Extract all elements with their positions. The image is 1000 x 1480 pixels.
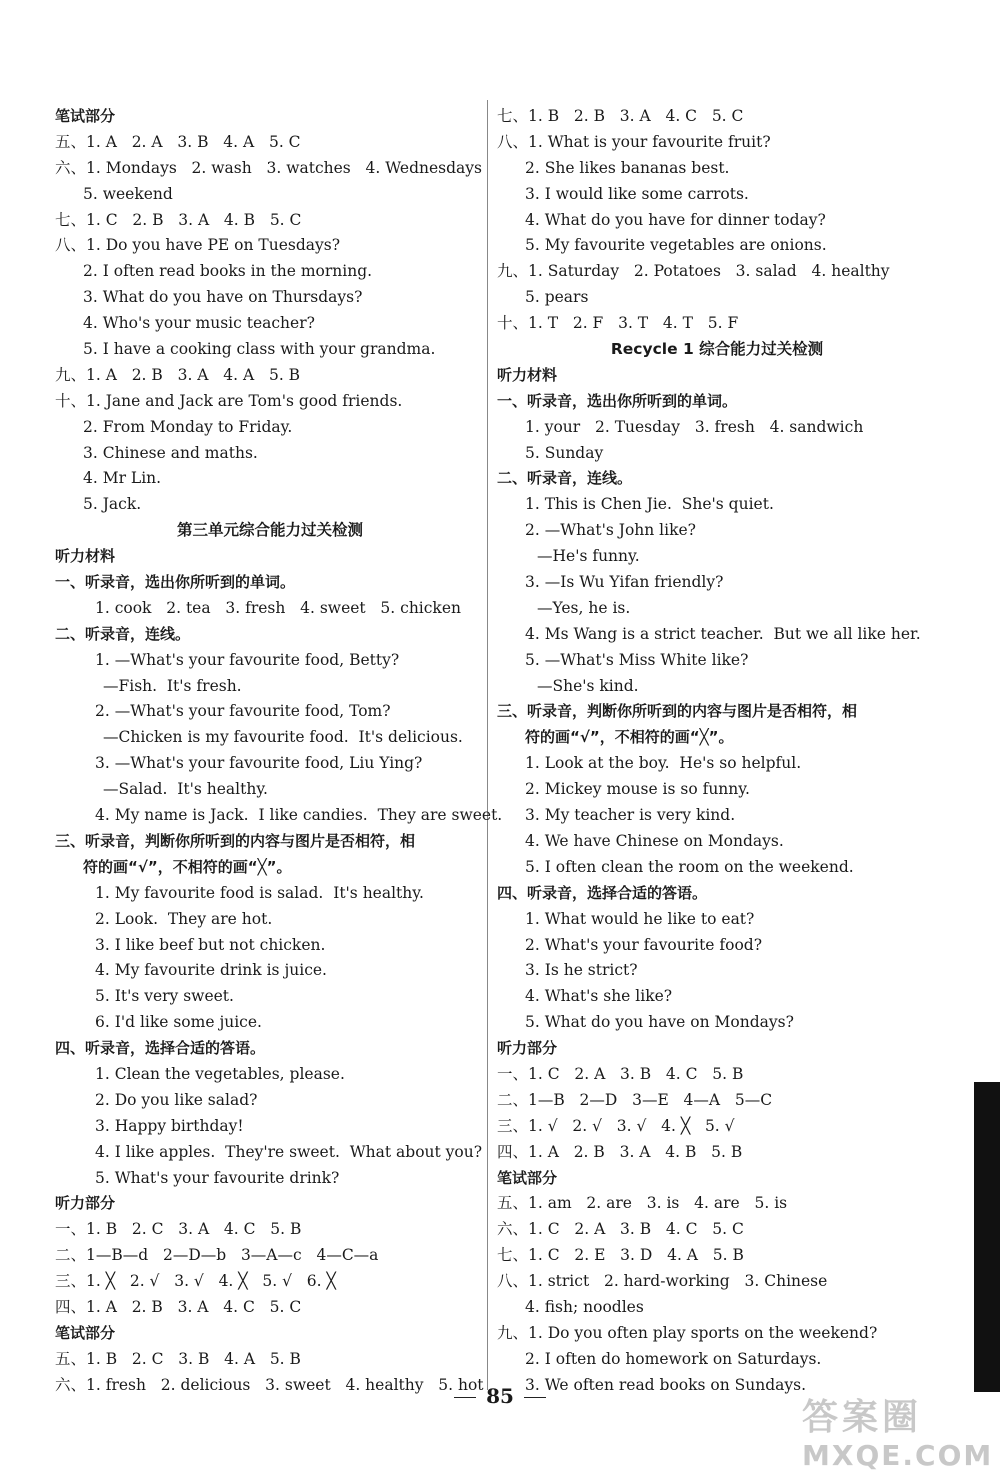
column-divider [487,100,488,1390]
answer-line: 1. cook 2. tea 3. fresh 4. sweet 5. chicken [95,598,461,617]
answer-line: 2. Look. They are hot. [95,909,273,928]
section-heading: 符的画“√”，不相符的画“╳”。 [83,857,292,876]
answer-line: 八、1. Do you have PE on Tuesdays? [55,236,341,255]
answer-line: 七、1. C 2. B 3. A 4. B 5. C [55,210,302,229]
answer-line: 3. —What's your favourite food, Liu Ying? [95,754,423,773]
answer-line: 二、1—B 2—D 3—E 4—A 5—C [497,1090,773,1109]
answer-line: 八、1. What is your favourite fruit? [497,132,771,151]
answer-line: 九、1. Do you often play sports on the weekend? [497,1323,878,1342]
answer-line: 5. What do you have on Mondays? [525,1013,794,1032]
answer-line: —Yes, he is. [537,598,631,617]
answer-line: 4. My name is Jack. I like candies. They are sweet. [95,806,503,825]
section-heading: 三、听录音，判断你所听到的内容与图片是否相符，相 [55,831,416,850]
section-title: 第三单元综合能力过关检测 [176,521,363,540]
answer-line: 九、1. Saturday 2. Potatoes 3. salad 4. healthy [497,262,890,281]
section-heading: 笔试部分 [497,1168,558,1187]
answer-line: 3. I would like some carrots. [525,184,749,203]
answer-line: —Salad. It's healthy. [103,780,268,799]
answer-line: 八、1. strict 2. hard-working 3. Chinese [497,1272,828,1291]
answer-line: 5. I have a cooking class with your grandma. [83,340,436,359]
answer-line: 5. weekend [83,184,173,203]
answer-line: 4. Ms Wang is a strict teacher. But we all like her. [525,624,921,643]
section-heading: 笔试部分 [55,107,116,125]
answer-line: 七、1. B 2. B 3. A 4. C 5. C [497,107,744,125]
answer-line: 七、1. C 2. E 3. D 4. A 5. B [497,1246,744,1265]
answer-line: 1. Look at the boy. He's so helpful. [525,754,802,773]
answer-line: 4. My favourite drink is juice. [95,961,327,980]
section-heading: 二、听录音，连线。 [55,624,191,643]
section-heading: 三、听录音，判断你所听到的内容与图片是否相符，相 [497,702,858,721]
answer-line: 3. Is he strict? [525,961,638,980]
answer-line: 六、1. C 2. A 3. B 4. C 5. C [497,1220,744,1239]
page-edge-tab [974,1082,1000,1392]
answer-line: 1. your 2. Tuesday 3. fresh 4. sandwich [525,417,864,436]
answer-line: 2. I often do homework on Saturdays. [525,1349,822,1368]
answer-line: 5. I often clean the room on the weekend. [525,857,854,876]
watermark-top-text: 答案圈 [802,1397,923,1438]
answer-line: 3. —Is Wu Yifan friendly? [525,573,724,592]
answer-line: 四、1. A 2. B 3. A 4. B 5. B [497,1142,743,1161]
answer-line: 5. It's very sweet. [95,987,234,1006]
answer-line: —Fish. It's fresh. [103,676,242,695]
answer-line: 1. My favourite food is salad. It's healthy. [95,883,424,902]
answer-line: —Chicken is my favourite food. It's delicious. [103,728,463,747]
dash-right [524,1397,546,1398]
answer-line: 5. pears [525,288,589,307]
answer-line: 五、1. B 2. C 3. B 4. A 5. B [55,1349,301,1368]
answer-line: 3. I like beef but not chicken. [95,935,326,954]
answer-line: 十、1. Jane and Jack are Tom's good friends. [55,391,403,410]
section-heading: 听力部分 [55,1194,116,1213]
answer-line: 5. My favourite vegetables are onions. [525,236,827,255]
answer-line: 3. Happy birthday! [95,1116,244,1135]
answer-line: 三、1. ╳ 2. √ 3. √ 4. ╳ 5. √ 6. ╳ [55,1272,336,1291]
answer-line: 一、1. C 2. A 3. B 4. C 5. B [497,1064,744,1083]
answer-line: 4. Mr Lin. [83,469,162,488]
answer-line: 4. What's she like? [525,987,673,1006]
answer-line: 4. We have Chinese on Mondays. [525,831,784,850]
answer-line: 九、1. A 2. B 3. A 4. A 5. B [55,365,301,384]
answer-line: 1. —What's your favourite food, Betty? [95,650,400,669]
answer-line: 2. Do you like salad? [95,1090,258,1109]
answer-line: 5. —What's Miss White like? [525,650,749,669]
answer-line: 2. —What's John like? [525,521,696,540]
left-column [55,104,503,1399]
section-heading: 四、听录音，选择合适的答语。 [497,883,708,902]
right-column [497,104,937,1399]
section-heading: 听力材料 [55,547,116,566]
answer-line: 3. What do you have on Thursdays? [83,288,363,307]
page-number-text: 85 [486,1384,514,1408]
answer-line: 1. What would he like to eat? [525,909,755,928]
watermark-bottom-text: MXQE.COM [802,1439,994,1472]
answer-line: 2. I often read books in the morning. [83,262,373,281]
watermark-logo [802,1396,994,1476]
answer-line: 三、1. √ 2. √ 3. √ 4. ╳ 5. √ [497,1116,735,1135]
answer-line: 1. This is Chen Jie. She's quiet. [525,495,774,514]
answer-line: 5. Sunday [525,443,604,462]
answer-line: 2. From Monday to Friday. [83,417,293,436]
answer-line: —She's kind. [537,676,639,695]
answer-line: 2. She likes bananas best. [525,158,730,177]
answer-line: 5. What's your favourite drink? [95,1168,340,1187]
answer-line: 六、1. Mondays 2. wash 3. watches 4. Wednesdays [55,158,482,177]
answer-line: 2. —What's your favourite food, Tom? [95,702,391,721]
section-heading: 听力部分 [497,1039,558,1058]
section-heading: 符的画“√”，不相符的画“╳”。 [525,728,734,747]
section-heading: 一、听录音，选出你所听到的单词。 [55,573,296,592]
section-heading: 笔试部分 [55,1323,116,1342]
answer-line: 5. Jack. [83,495,142,514]
answer-line: 6. I'd like some juice. [95,1013,262,1032]
answer-line: 4. Who's your music teacher? [83,314,315,333]
section-heading: 四、听录音，选择合适的答语。 [55,1039,266,1058]
answer-line: 3. We often read books on Sundays. [525,1375,807,1394]
answer-line: 六、1. fresh 2. delicious 3. sweet 4. healthy 5. hot [55,1375,484,1394]
section-heading: 一、听录音，选出你所听到的单词。 [497,391,738,410]
answer-line: 3. Chinese and maths. [83,443,258,462]
answer-line: 1. Clean the vegetables, please. [95,1064,345,1083]
answer-line: 2. What's your favourite food? [525,935,763,954]
answer-line: 4. What do you have for dinner today? [525,210,826,229]
answer-line: 4. I like apples. They're sweet. What about you? [95,1142,483,1161]
answer-line: 二、1—B—d 2—D—b 3—A—c 4—C—a [55,1246,379,1265]
section-title: Recycle 1 综合能力过关检测 [610,340,824,359]
answer-line: 十、1. T 2. F 3. T 4. T 5. F [497,314,739,333]
answer-line: —He's funny. [537,547,640,566]
answer-line: 3. My teacher is very kind. [525,806,736,825]
dash-left [454,1397,476,1398]
answer-line: 2. Mickey mouse is so funny. [525,780,750,799]
answer-line: 五、1. A 2. A 3. B 4. A 5. C [55,132,301,151]
answer-line: 四、1. A 2. B 3. A 4. C 5. C [55,1297,302,1316]
answer-line: 4. fish; noodles [525,1297,644,1316]
section-heading: 二、听录音，连线。 [497,469,633,488]
answer-line: 五、1. am 2. are 3. is 4. are 5. is [497,1194,788,1213]
answer-line: 一、1. B 2. C 3. A 4. C 5. B [55,1220,302,1239]
section-heading: 听力材料 [497,365,558,384]
